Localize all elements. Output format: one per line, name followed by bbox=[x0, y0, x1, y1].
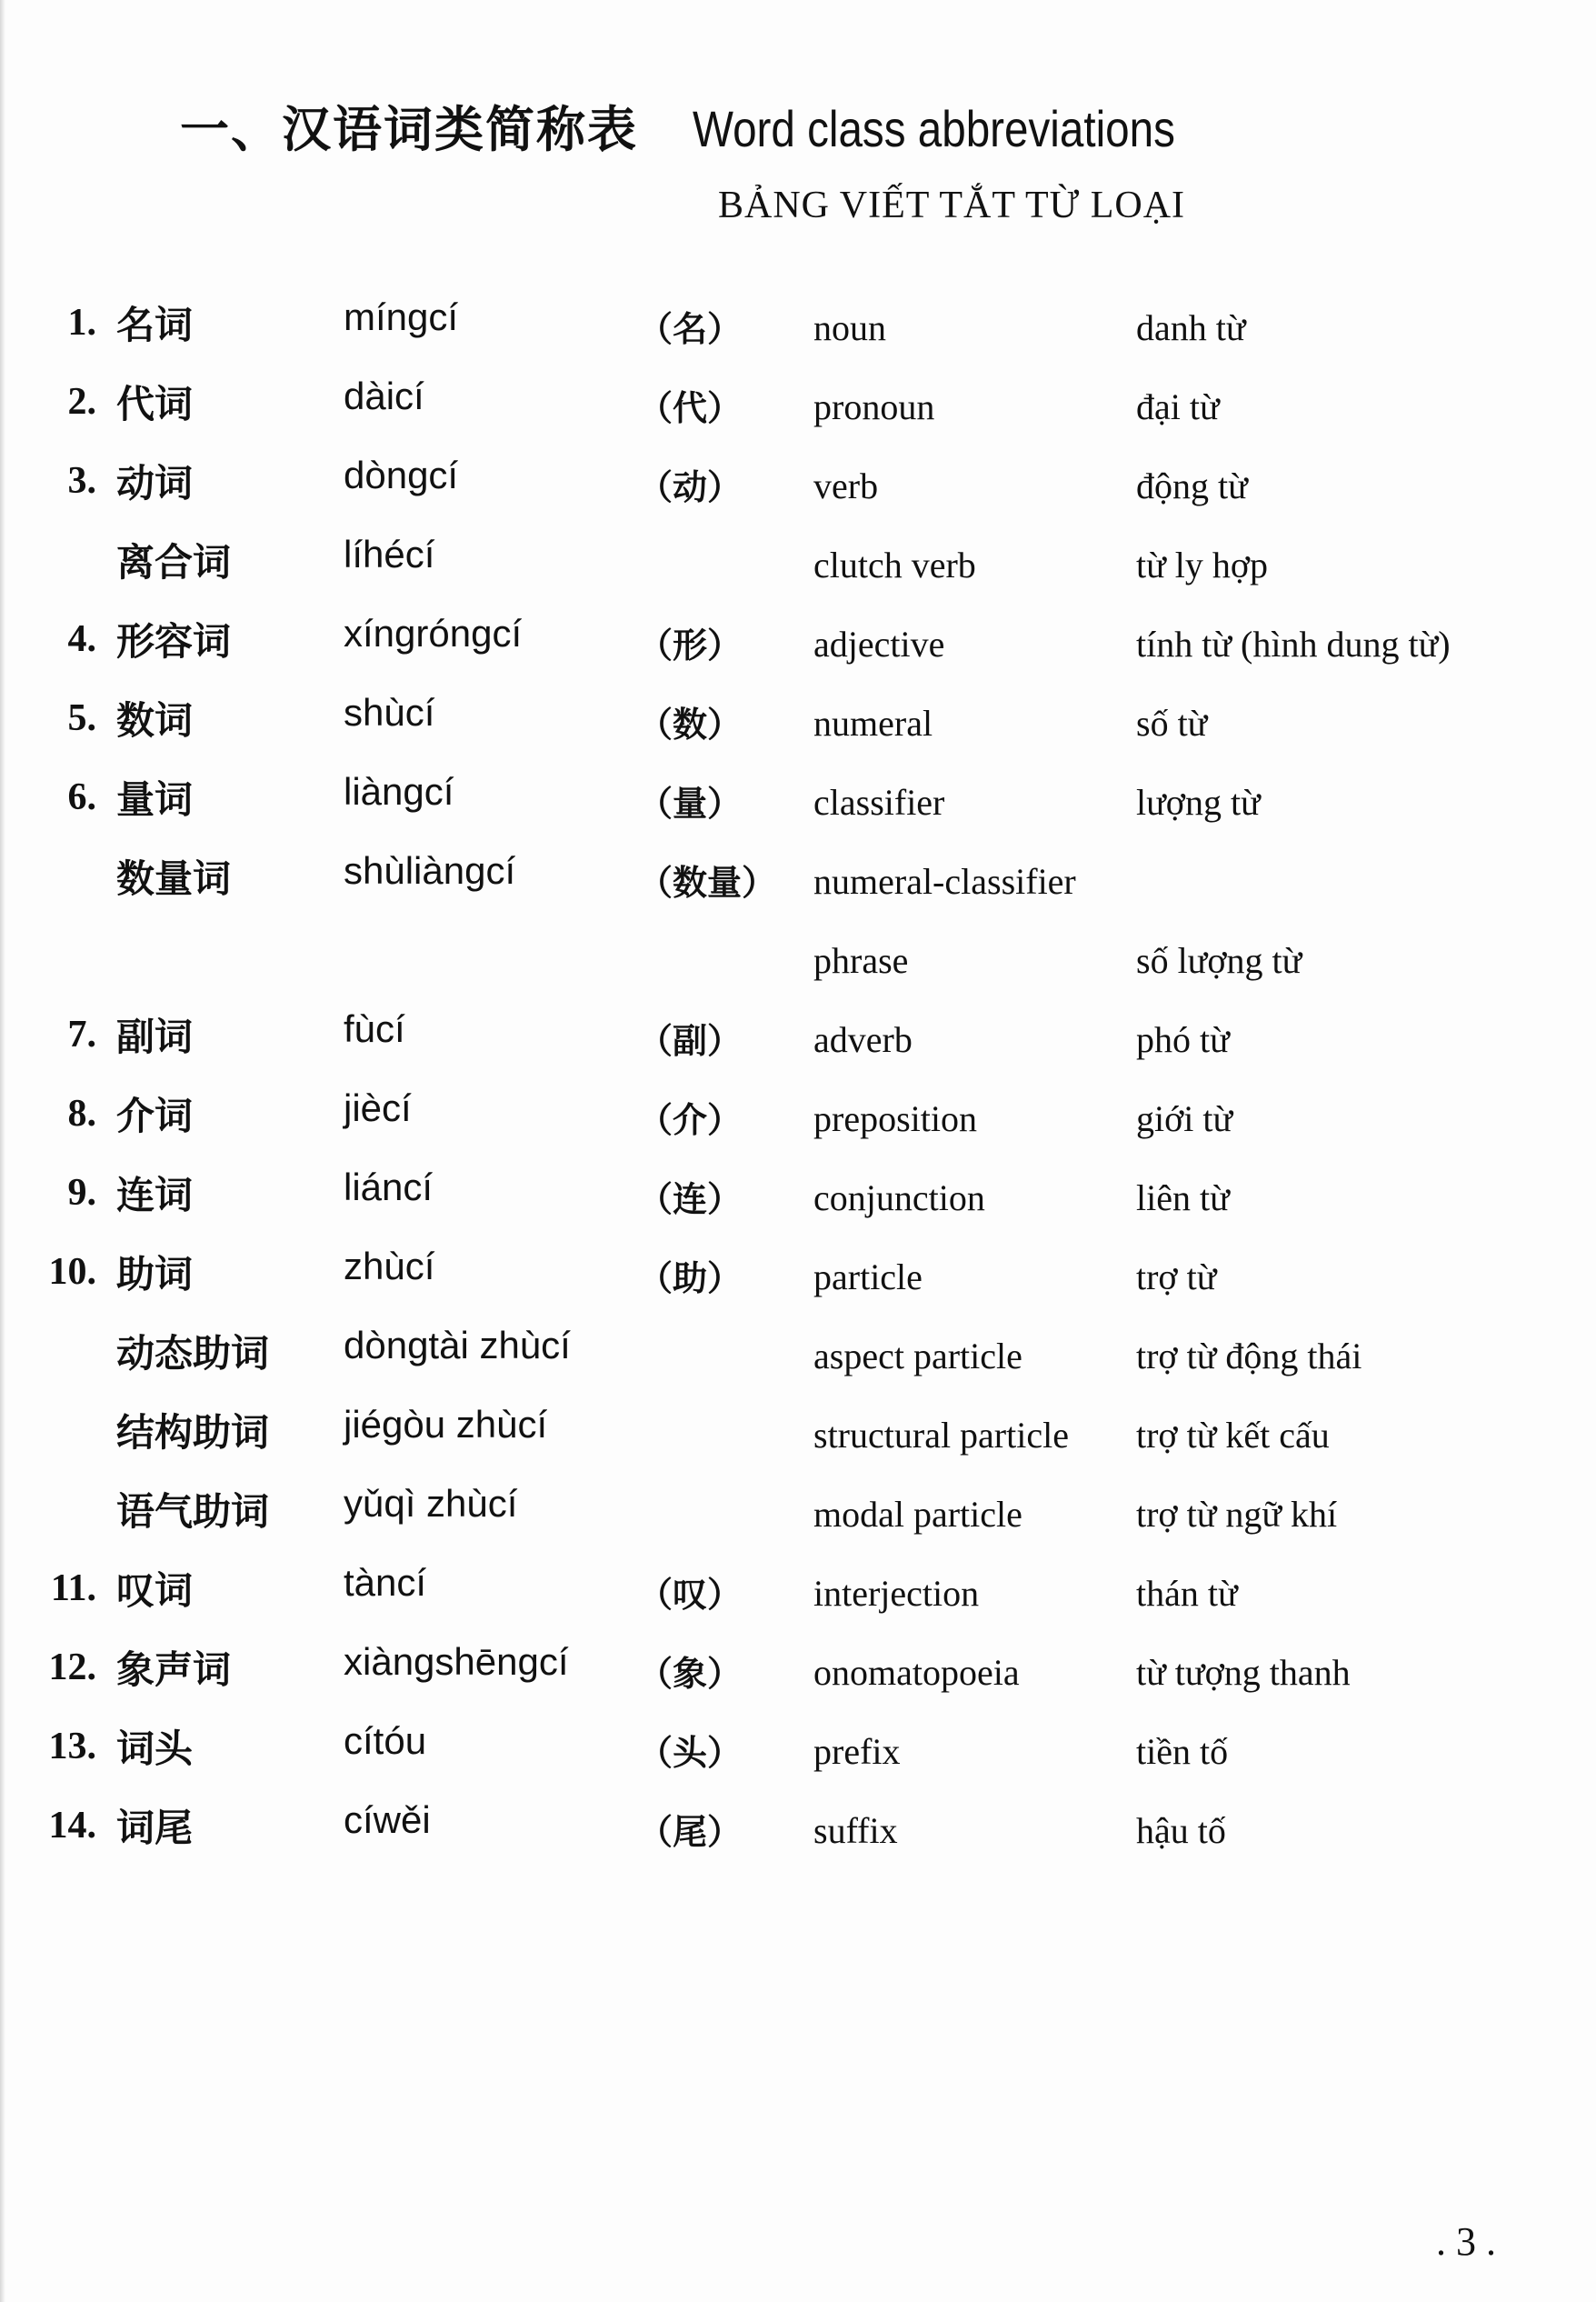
table-row bbox=[0, 1324, 1596, 1403]
abbreviation: （叹） bbox=[638, 1574, 743, 1615]
english-term: prefix bbox=[813, 1731, 901, 1772]
abbreviation: （副） bbox=[638, 1020, 743, 1061]
table-row bbox=[0, 928, 1596, 1007]
table-row bbox=[0, 454, 1596, 533]
page-number: . 3 . bbox=[1436, 2219, 1496, 2264]
chinese-term: 离合词 bbox=[116, 540, 232, 585]
pinyin: cíwěi bbox=[344, 1798, 431, 1841]
vietnamese-term: đại từ bbox=[1136, 386, 1220, 427]
chinese-term: 语气助词 bbox=[116, 1489, 270, 1534]
table-row bbox=[0, 612, 1596, 691]
pinyin: xiàngshēngcí bbox=[344, 1640, 569, 1683]
english-term: adjective bbox=[813, 624, 945, 665]
table-row bbox=[0, 1245, 1596, 1324]
row-number: 5. bbox=[67, 697, 96, 739]
english-term: clutch verb bbox=[813, 545, 976, 586]
chinese-term: 动词 bbox=[116, 461, 194, 505]
english-term: suffix bbox=[813, 1810, 898, 1851]
english-term: numeral-classifier bbox=[813, 861, 1076, 902]
vietnamese-term: liên từ bbox=[1136, 1177, 1230, 1218]
chinese-term: 形容词 bbox=[116, 619, 232, 664]
chinese-term: 数词 bbox=[116, 698, 194, 743]
table-row bbox=[0, 1482, 1596, 1561]
vietnamese-term: tiền tố bbox=[1136, 1731, 1229, 1772]
abbreviation: （形） bbox=[638, 625, 743, 666]
abbreviation: （代） bbox=[638, 387, 743, 428]
english-term: onomatopoeia bbox=[813, 1652, 1020, 1693]
vietnamese-term: danh từ bbox=[1136, 307, 1246, 348]
english-term: phrase bbox=[813, 940, 909, 981]
abbreviation: （助） bbox=[638, 1257, 743, 1298]
row-number: 9. bbox=[67, 1172, 96, 1214]
pinyin: tàncí bbox=[344, 1561, 427, 1604]
english-term: pronoun bbox=[813, 386, 935, 427]
english-term: interjection bbox=[813, 1573, 980, 1614]
abbreviation: （头） bbox=[638, 1732, 743, 1773]
pinyin: liàngcí bbox=[344, 770, 454, 813]
vietnamese-term: động từ bbox=[1136, 465, 1248, 506]
pinyin: jiégòu zhùcí bbox=[344, 1403, 548, 1446]
english-term: numeral bbox=[813, 703, 933, 744]
abbreviation: （尾） bbox=[638, 1811, 743, 1852]
pinyin: shùcí bbox=[344, 691, 435, 734]
pinyin: dòngtài zhùcí bbox=[344, 1324, 571, 1366]
row-number: 11. bbox=[50, 1567, 96, 1609]
english-term: structural particle bbox=[813, 1415, 1069, 1456]
abbreviation: （连） bbox=[638, 1178, 743, 1219]
row-number: 12. bbox=[48, 1646, 96, 1688]
vietnamese-term: trợ từ kết cấu bbox=[1136, 1415, 1330, 1456]
vietnamese-term: lượng từ bbox=[1136, 782, 1261, 823]
row-number: 14. bbox=[48, 1805, 96, 1847]
pinyin: míngcí bbox=[344, 295, 459, 338]
row-number: 6. bbox=[67, 776, 96, 818]
abbreviation: （象） bbox=[638, 1653, 743, 1694]
table-row bbox=[0, 849, 1596, 928]
vietnamese-term: trợ từ bbox=[1136, 1256, 1217, 1297]
subtitle-vietnamese: BẢNG VIẾT TẮT TỪ LOẠI bbox=[718, 185, 1186, 226]
pinyin: líhécí bbox=[344, 533, 435, 576]
english-term: modal particle bbox=[813, 1494, 1022, 1535]
table-row bbox=[0, 1561, 1596, 1640]
table-row bbox=[0, 770, 1596, 849]
abbreviation: （量） bbox=[638, 783, 743, 824]
vietnamese-term: trợ từ động thái bbox=[1136, 1336, 1362, 1376]
title-english: Word class abbreviations bbox=[693, 100, 1175, 157]
chinese-term: 词尾 bbox=[116, 1806, 194, 1850]
chinese-term: 动态助词 bbox=[116, 1331, 270, 1376]
table-row bbox=[0, 1798, 1596, 1877]
chinese-term: 词头 bbox=[116, 1726, 194, 1771]
vietnamese-term: hậu tố bbox=[1136, 1810, 1226, 1851]
vietnamese-term: số lượng từ bbox=[1136, 940, 1302, 981]
english-term: conjunction bbox=[813, 1177, 985, 1218]
vietnamese-term: tính từ (hình dung từ) bbox=[1136, 624, 1451, 665]
abbreviation: （名） bbox=[638, 308, 743, 349]
table-row bbox=[0, 1640, 1596, 1719]
vietnamese-term: trợ từ ngữ khí bbox=[1136, 1494, 1338, 1535]
row-number: 3. bbox=[67, 460, 96, 502]
chinese-term: 介词 bbox=[116, 1094, 194, 1138]
table-row bbox=[0, 533, 1596, 612]
pinyin: zhùcí bbox=[344, 1245, 435, 1287]
row-number: 13. bbox=[48, 1726, 96, 1767]
table-row bbox=[0, 1719, 1596, 1798]
table-row bbox=[0, 295, 1596, 375]
vietnamese-term: số từ bbox=[1136, 703, 1208, 744]
table-row bbox=[0, 1403, 1596, 1482]
row-number: 1. bbox=[67, 302, 96, 344]
pinyin: yǔqì zhùcí bbox=[344, 1482, 518, 1525]
pinyin: dòngcí bbox=[344, 454, 459, 496]
vietnamese-term: từ ly hợp bbox=[1136, 545, 1269, 586]
english-term: classifier bbox=[813, 782, 945, 823]
vietnamese-term: giới từ bbox=[1136, 1098, 1233, 1139]
vietnamese-term: từ tượng thanh bbox=[1136, 1652, 1351, 1693]
chinese-term: 名词 bbox=[116, 303, 194, 347]
table-row bbox=[0, 1086, 1596, 1166]
chinese-term: 量词 bbox=[116, 777, 194, 822]
word-class-table bbox=[0, 295, 1596, 1877]
abbreviation: （动） bbox=[638, 466, 743, 507]
chinese-term: 结构助词 bbox=[116, 1410, 270, 1455]
pinyin: shùliàngcí bbox=[344, 849, 516, 892]
english-term: noun bbox=[813, 307, 886, 348]
english-term: particle bbox=[813, 1256, 923, 1297]
english-term: preposition bbox=[813, 1098, 977, 1139]
table-row bbox=[0, 1007, 1596, 1086]
pinyin: cítóu bbox=[344, 1719, 427, 1762]
row-number: 10. bbox=[48, 1251, 96, 1293]
chinese-term: 数量词 bbox=[116, 856, 232, 901]
abbreviation: （数） bbox=[638, 704, 743, 745]
title-chinese: 一、汉语词类简称表 bbox=[180, 101, 638, 158]
page-title bbox=[180, 91, 1261, 161]
chinese-term: 副词 bbox=[116, 1015, 194, 1059]
chinese-term: 代词 bbox=[116, 382, 194, 426]
vietnamese-term: phó từ bbox=[1136, 1019, 1230, 1060]
pinyin: fùcí bbox=[344, 1007, 405, 1050]
table-row bbox=[0, 375, 1596, 454]
vietnamese-term: thán từ bbox=[1136, 1573, 1238, 1614]
abbreviation: （介） bbox=[638, 1099, 743, 1140]
row-number: 7. bbox=[67, 1014, 96, 1056]
chinese-term: 象声词 bbox=[116, 1647, 232, 1692]
chinese-term: 叹词 bbox=[116, 1568, 194, 1613]
english-term: adverb bbox=[813, 1019, 913, 1060]
row-number: 2. bbox=[67, 381, 96, 423]
english-term: verb bbox=[813, 465, 879, 506]
pinyin: jiècí bbox=[344, 1086, 412, 1129]
chinese-term: 助词 bbox=[116, 1252, 194, 1296]
row-number: 4. bbox=[67, 618, 96, 660]
pinyin: liáncí bbox=[344, 1166, 434, 1208]
table-row bbox=[0, 1166, 1596, 1245]
table-row bbox=[0, 691, 1596, 770]
abbreviation: （数量） bbox=[638, 862, 777, 903]
row-number: 8. bbox=[67, 1093, 96, 1135]
pinyin: dàicí bbox=[344, 375, 424, 417]
chinese-term: 连词 bbox=[116, 1173, 194, 1217]
pinyin: xíngróngcí bbox=[344, 612, 523, 655]
english-term: aspect particle bbox=[813, 1336, 1022, 1376]
